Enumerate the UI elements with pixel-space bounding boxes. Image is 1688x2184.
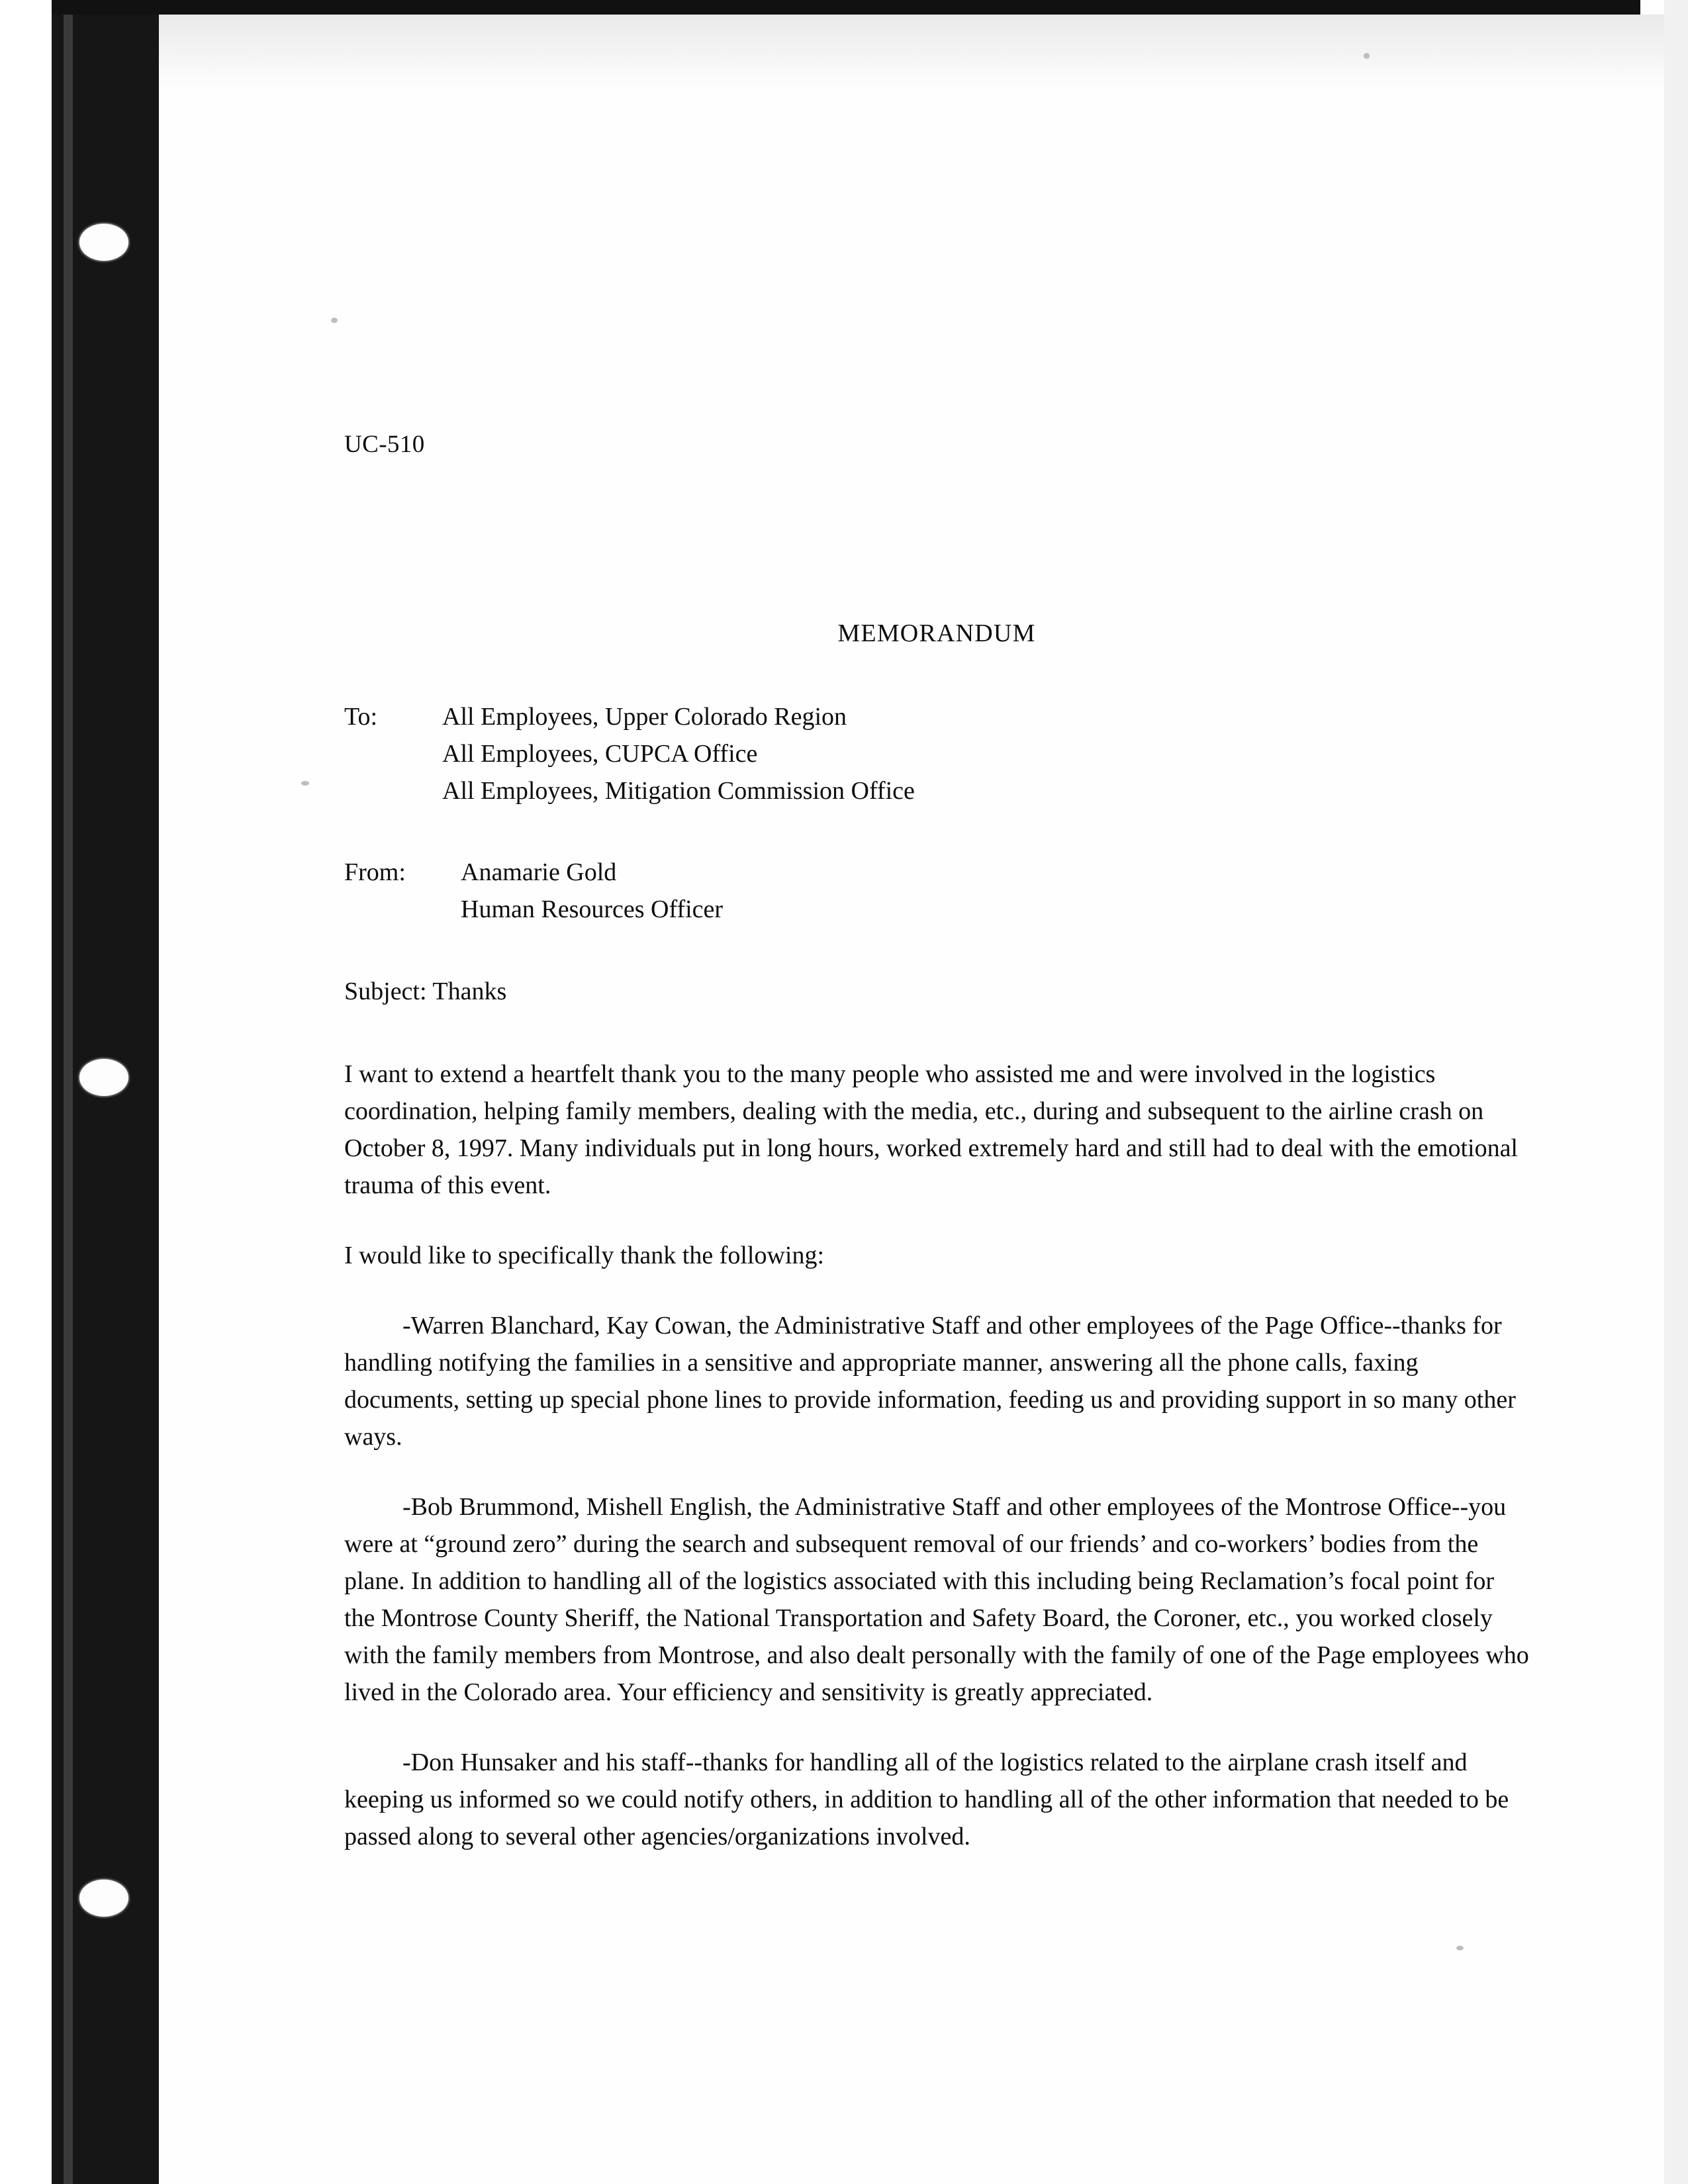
scan-top-shading <box>159 15 1664 94</box>
to-label: To: <box>344 703 378 731</box>
scan-speck <box>301 781 309 786</box>
paragraph-2: I would like to specifically thank the following: <box>344 1242 825 1269</box>
punch-hole-top <box>79 224 128 261</box>
scan-speck <box>331 318 338 323</box>
sender-name: Anamarie Gold <box>461 858 617 886</box>
paragraph-4: -Bob Brummond, Mishell English, the Administrative Staff and other employees of the Montrose Office--you were at “ground zero” during the search and subsequent removal of our friends’ and co-workers’ bodies from the plane. In addition to handling all of the logistics associated with this including being Reclamation’s focal point for the Montrose County Sheriff, the National Transportation and Safety Board, the Coroner, etc., you worked closely with the family members from Montrose, and also dealt personally with the family of one of the Page employees who lived in the Colorado area. Your efficiency and sensitivity is greatly appreciated. <box>344 1493 1529 1706</box>
page-left-margin <box>0 0 52 2184</box>
subject-label: Subject: <box>344 978 427 1005</box>
document-number: UC-510 <box>344 431 425 458</box>
paragraph-3: -Warren Blanchard, Kay Cowan, the Administrative Staff and other employees of the Page Office--thanks for handling notifying the families in a sensitive and appropriate manner, answering all the phone calls, faxing documents, setting up special phone lines to provide information, feeding us and providing support in so many other ways. <box>344 1312 1516 1451</box>
paragraph-1: I want to extend a heartfelt thank you to the many people who assisted me and were involved in the logistics coordination, helping family members, dealing with the media, etc., during and subsequent to the airline crash on October 8, 1997. Many individuals put in long hours, worked extremely hard and still had to deal with the emotional trauma of this event. <box>344 1060 1518 1199</box>
recipient-first-row <box>344 698 915 735</box>
binder-strip-highlight <box>64 0 73 2184</box>
punch-hole-bottom <box>79 1880 128 1917</box>
sender-block <box>344 854 723 928</box>
scan-speck <box>1456 1946 1464 1950</box>
scan-right-edge <box>1664 0 1688 2184</box>
sender-title: Human Resources Officer <box>461 895 724 923</box>
recipient-line-2: All Employees, CUPCA Office <box>442 740 758 768</box>
subject-block <box>344 973 506 1010</box>
sender-first-row <box>344 854 723 891</box>
page-title: MEMORANDUM <box>837 619 1036 647</box>
subject-text: Thanks <box>432 978 507 1005</box>
from-label: From: <box>344 858 406 886</box>
paragraph-5: -Don Hunsaker and his staff--thanks for handling all of the logistics related to the airplane crash itself and keeping us informed so we could notify others, in addition to handling all of the other information that needed to be passed along to several other agencies/organizations involved. <box>344 1749 1509 1850</box>
scan-top-dark-band <box>52 0 1640 15</box>
recipient-line-1: All Employees, Upper Colorado Region <box>442 703 847 731</box>
punch-hole-middle <box>79 1059 128 1096</box>
memo-paragraphs <box>344 1056 1529 1888</box>
recipient-line-3: All Employees, Mitigation Commission Office <box>442 777 915 805</box>
recipient-block <box>344 698 915 809</box>
scan-speck <box>1364 53 1370 59</box>
